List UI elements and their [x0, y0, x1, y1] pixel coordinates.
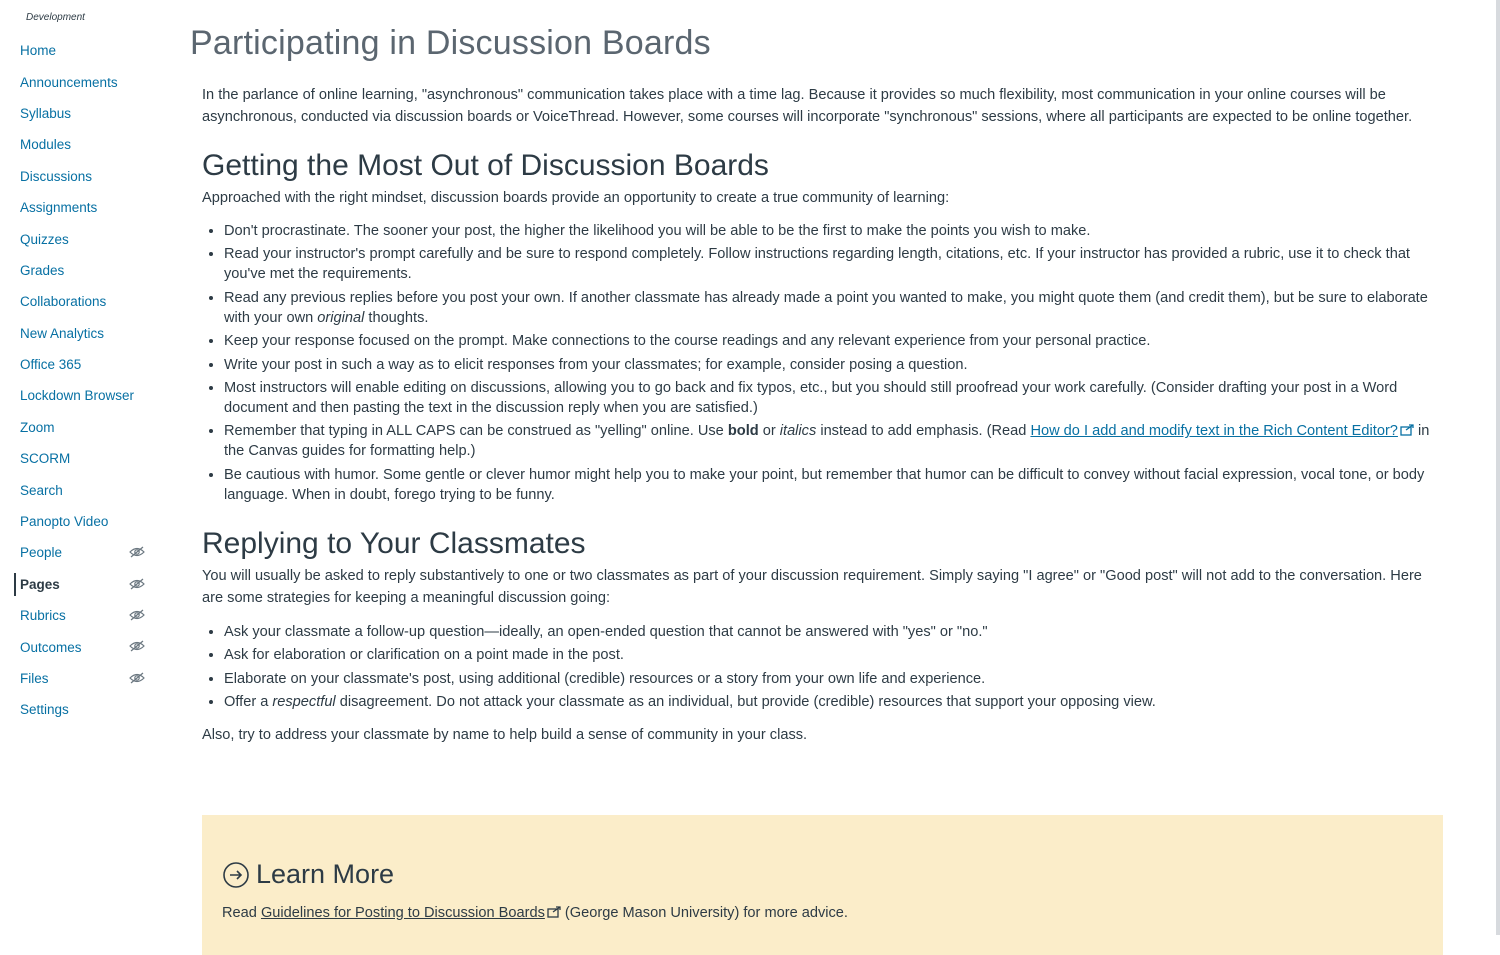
list-item: • Read your instructor's prompt carefully and be sure to respond completely. Follow instructions regarding length, citations, etc. If your instructor has provided a rubric, use it to check that you've met the requirements.	[224, 244, 1447, 284]
external-link-icon	[1400, 424, 1414, 436]
closing-paragraph: Also, try to address your classmate by name to help build a sense of community in your class.	[202, 726, 808, 743]
sidebar-item-label: SCORM	[20, 451, 71, 467]
list-item: • Remember that typing in ALL CAPS can be construed as "yelling" online. Use bold or italics instead to add emphasis. (Read How do I add and modify text in the Rich Content Editor? in the Canvas guides for formatting help.)	[224, 421, 1447, 461]
sidebar-item-pages[interactable]	[0, 569, 160, 600]
reply-strategies-list	[202, 622, 1447, 712]
list-item: • Be cautious with humor. Some gentle or clever humor might help you to make your point, but remember that humor can be difficult to convey without facial expression, vocal tone, or body language. When in doubt, forego trying to be funny.	[224, 465, 1447, 505]
arrow-circle-right-icon	[222, 861, 250, 889]
page-body	[202, 84, 1447, 746]
sidebar-item-collaborations[interactable]	[0, 286, 160, 317]
section1-lead: Approached with the right mindset, discussion boards provide an opportunity to create a true community of learning:	[202, 190, 950, 206]
eye-off-icon	[129, 640, 145, 652]
list-item: • Write your post in such a way as to elicit responses from your classmates; for example, consider posing a question.	[224, 355, 1447, 375]
sidebar-item-home[interactable]	[0, 35, 160, 66]
section-heading-getting-most: Getting the Most Out of Discussion Boards	[202, 149, 769, 182]
sidebar-item-quizzes[interactable]	[0, 223, 160, 254]
course-title: Development	[26, 12, 85, 23]
eye-off-icon	[129, 609, 145, 621]
learn-more-callout	[202, 815, 1443, 955]
sidebar-item-discussions[interactable]	[0, 161, 160, 192]
sidebar-item-assignments[interactable]	[0, 192, 160, 223]
sidebar-item-grades[interactable]	[0, 255, 160, 286]
sidebar-item-label: People	[20, 545, 63, 561]
tips-list	[202, 221, 1447, 505]
course-navigation	[0, 0, 160, 935]
list-item: • Ask for elaboration or clarification on a point made in the post.	[224, 645, 1447, 665]
page-title: Participating in Discussion Boards	[190, 24, 711, 62]
section-heading-replying: Replying to Your Classmates	[202, 526, 586, 560]
sidebar-item-modules[interactable]	[0, 129, 160, 160]
sidebar-item-people[interactable]	[0, 537, 160, 568]
sidebar-item-zoom[interactable]	[0, 412, 160, 443]
list-item: • Read any previous replies before you post your own. If another classmate has already made a point you wanted to make, you might quote them (and credit them), but be sure to elaborate with your own original thoughts.	[224, 288, 1447, 328]
list-item: • Don't procrastinate. The sooner your post, the higher the likelihood you will be able to be the first to make the points you wish to make.	[224, 221, 1447, 241]
sidebar-item-label: Zoom	[20, 419, 55, 435]
sidebar-item-label: Office 365	[20, 357, 82, 373]
sidebar-item-search[interactable]	[0, 474, 160, 505]
eye-off-icon	[129, 672, 145, 684]
eye-off-icon	[129, 546, 145, 558]
sidebar-item-new-analytics[interactable]	[0, 318, 160, 349]
sidebar-item-label: Search	[20, 482, 63, 498]
sidebar-item-label: Announcements	[20, 74, 118, 90]
callout-heading: Learn More	[256, 859, 395, 889]
list-item: • Offer a respectful disagreement. Do not attack your classmate as an individual, but provide (credible) resources that support your opposing view.	[224, 692, 1447, 712]
sidebar-item-label: Panopto Video	[20, 514, 109, 530]
sidebar-item-label: Rubrics	[20, 608, 66, 624]
sidebar-item-rubrics[interactable]	[0, 600, 160, 631]
list-item: • Elaborate on your classmate's post, using additional (credible) resources or a story from your own life and experience.	[224, 669, 1447, 689]
sidebar-item-panopto-video[interactable]	[0, 506, 160, 537]
sidebar-item-label: Quizzes	[20, 231, 69, 247]
sidebar-item-settings[interactable]	[0, 694, 160, 725]
intro-paragraph: In the parlance of online learning, "asynchronous" communication takes place with a time lag. Because it provides so much flexibility, most communication in your online courses will be asynchronous, conducted via discussion boards or VoiceThread. However, some courses will incorporate "synchronous" sessions, where all participants are expected to be online together.	[202, 87, 1413, 125]
sidebar-item-label: Collaborations	[20, 294, 107, 310]
external-link-icon	[547, 906, 561, 918]
sidebar-item-label: Assignments	[20, 200, 98, 216]
section2-lead: You will usually be asked to reply substantively to one or two classmates as part of your discussion requirement. Simply saying "I agree" or "Good post" will not add to the conversation. Here are some strategies for keeping a meaningful discussion going:	[202, 567, 1422, 606]
sidebar-item-announcements[interactable]	[0, 66, 160, 97]
list-item: • Most instructors will enable editing on discussions, allowing you to go back and fix typos, etc., but you should still proofread your work carefully. (Consider drafting your post in a Word document and then pasting the text in the discussion reply when you are satisfied.)	[224, 378, 1447, 418]
sidebar-item-label: Settings	[20, 702, 69, 718]
sidebar-item-label: Pages	[20, 576, 60, 592]
sidebar-item-label: Discussions	[20, 168, 93, 184]
callout-heading-row	[222, 859, 394, 890]
list-item: • Keep your response focused on the prompt. Make connections to the course readings and any relevant experience from your personal practice.	[224, 331, 1447, 351]
sidebar-item-office-365[interactable]	[0, 349, 160, 380]
sidebar-item-label: Files	[20, 671, 49, 686]
sidebar-item-label: Lockdown Browser	[20, 388, 135, 404]
sidebar-item-outcomes[interactable]	[0, 631, 160, 662]
course-nav-list	[0, 35, 160, 726]
rich-content-editor-guide-link[interactable]: How do I add and modify text in the Rich Content Editor?	[1030, 423, 1398, 440]
sidebar-item-label: Modules	[20, 137, 72, 153]
sidebar-item-files[interactable]	[0, 663, 160, 694]
sidebar-item-label: Grades	[20, 262, 65, 278]
sidebar-item-label: Outcomes	[20, 639, 82, 655]
sidebar-item-syllabus[interactable]	[0, 98, 160, 129]
sidebar-item-lockdown-browser[interactable]	[0, 380, 160, 411]
guidelines-link[interactable]: Guidelines for Posting to Discussion Boards	[260, 905, 545, 921]
sidebar-item-label: Syllabus	[20, 105, 72, 121]
sidebar-item-scorm[interactable]	[0, 443, 160, 474]
callout-text: Read Guidelines for Posting to Discussion Boards (George Mason University) for more advice.	[222, 905, 848, 921]
sidebar-item-label: Home	[20, 43, 57, 59]
eye-off-icon	[129, 578, 145, 590]
scrollbar-track[interactable]	[1496, 0, 1500, 935]
sidebar-item-label: New Analytics	[20, 325, 105, 341]
list-item: • Ask your classmate a follow-up question—ideally, an open-ended question that cannot be answered with "yes" or "no."	[224, 622, 1447, 642]
